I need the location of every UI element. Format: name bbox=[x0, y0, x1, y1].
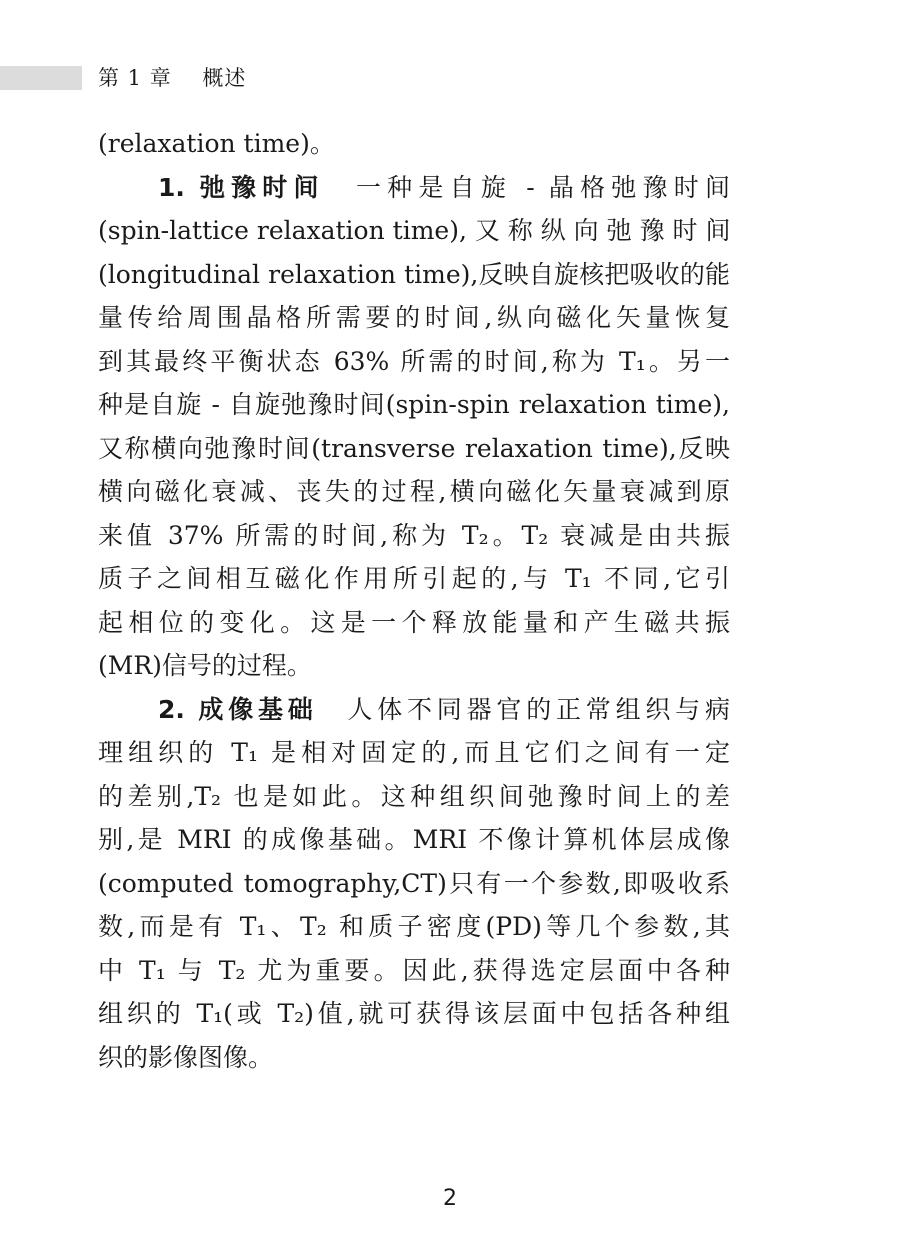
text-line: (longitudinal relaxation time),反映自旋核把吸收的能 bbox=[98, 259, 730, 289]
text-line: 中 T₁ 与 T₂ 尤为重要。因此,获得选定层面中各种 bbox=[98, 955, 730, 985]
paragraph-2-first-line bbox=[98, 688, 730, 732]
chapter-header: 第 1 章 概述 bbox=[98, 66, 247, 90]
text-line: 织的影像图像。 bbox=[98, 1042, 274, 1072]
text-line: (relaxation time)。 bbox=[98, 129, 335, 158]
paragraph-1-first-line bbox=[98, 166, 730, 210]
body-text bbox=[98, 122, 730, 1079]
text-line: (computed tomography,CT)只有一个参数,即吸收系 bbox=[98, 868, 730, 898]
text-line: 来值 37% 所需的时间,称为 T₂。T₂ 衰减是由共振 bbox=[98, 520, 730, 550]
section-heading-imaging-basis: 2. 成像基础 bbox=[158, 694, 318, 724]
text-line: 量传给周围晶格所需要的时间,纵向磁化矢量恢复 bbox=[98, 303, 730, 332]
page-number: 2 bbox=[443, 1186, 457, 1211]
text-line: (MR)信号的过程。 bbox=[98, 651, 312, 680]
text-line: 数,而是有 T₁、T₂ 和质子密度(PD)等几个参数,其 bbox=[98, 912, 730, 941]
text-line: 又称横向弛豫时间(transverse relaxation time),反映 bbox=[98, 433, 730, 463]
text-line: 到其最终平衡状态 63% 所需的时间,称为 T₁。另一 bbox=[98, 346, 730, 376]
text-line: 起相位的变化。这是一个释放能量和产生磁共振 bbox=[98, 607, 730, 637]
text-line: 横向磁化衰减、丧失的过程,横向磁化矢量衰减到原 bbox=[98, 477, 730, 506]
text-line: 人体不同器官的正常组织与病 bbox=[347, 694, 730, 724]
section-heading-relaxation-time: 1. 弛豫时间 bbox=[158, 172, 325, 202]
text-line: (spin-lattice relaxation time), 又 称 纵 向 弛 豫 时 间 bbox=[98, 216, 730, 245]
text-line: 一种是自旋 - 晶格弛豫时间 bbox=[355, 172, 730, 202]
header-gray-bar bbox=[0, 66, 82, 90]
text-line: 理组织的 T₁ 是相对固定的,而且它们之间有一定 bbox=[98, 738, 730, 767]
text-line: 质子之间相互磁化作用所引起的,与 T₁ 不同,它引 bbox=[98, 564, 730, 593]
text-line: 组织的 T₁(或 T₂)值,就可获得该层面中包括各种组 bbox=[98, 999, 730, 1028]
text-line: 种是自旋 - 自旋弛豫时间(spin-spin relaxation time), bbox=[98, 390, 730, 419]
text-line: 别,是 MRI 的成像基础。MRI 不像计算机体层成像 bbox=[98, 825, 730, 854]
text-line: 的差别,T₂ 也是如此。这种组织间弛豫时间上的差 bbox=[98, 781, 730, 811]
